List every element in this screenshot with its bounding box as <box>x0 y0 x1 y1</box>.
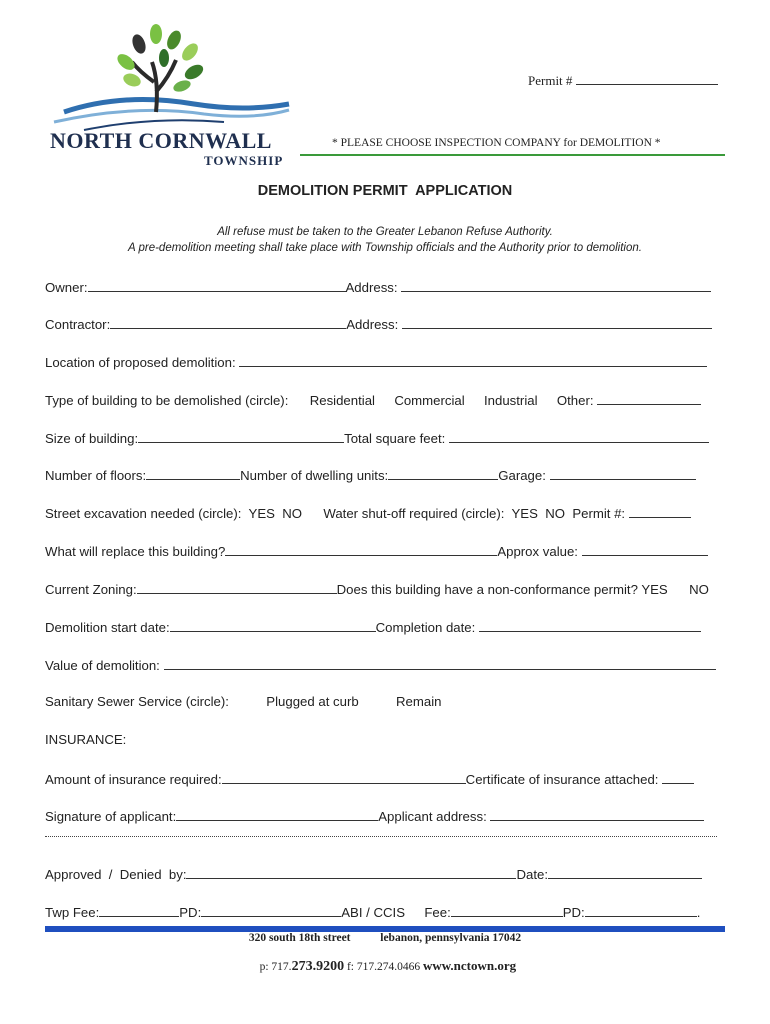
zoning-input[interactable] <box>137 581 337 594</box>
date-input[interactable] <box>548 866 702 879</box>
sewer-plugged-option[interactable]: Plugged at curb <box>266 694 359 709</box>
start-date-row <box>45 619 701 635</box>
building-type-label: Type of building to be demolished (circle): <box>45 393 289 408</box>
abi-ccis-label: ABI / CCIS <box>341 905 405 920</box>
footer-street: 320 south 18th street <box>248 932 351 944</box>
location-input[interactable] <box>239 354 707 367</box>
start-date-label: Demolition start date: <box>45 620 170 635</box>
floors-row <box>45 467 696 483</box>
footer-phone-main: 273.9200 <box>291 959 345 974</box>
contractor-label: Contractor: <box>45 317 111 332</box>
footer-city: lebanon, pennsylvania 17042 <box>380 932 522 944</box>
size-input[interactable] <box>138 430 344 443</box>
footer-website-link[interactable]: www.nctown.org <box>422 958 517 973</box>
twp-fee-label: Twp Fee: <box>45 905 100 920</box>
tree-logo-icon <box>44 22 294 142</box>
permit-number-field[interactable] <box>528 72 718 89</box>
garage-label: Garage: <box>498 468 550 483</box>
zoning-label: Current Zoning: <box>45 582 137 597</box>
pd1-label: PD: <box>179 905 202 920</box>
date-label: Date: <box>516 867 549 882</box>
size-row <box>45 430 709 446</box>
replace-input[interactable] <box>225 543 497 556</box>
end-period: . <box>696 905 701 920</box>
contractor-address-label: Address: <box>346 317 402 332</box>
applicant-address-label: Applicant address: <box>378 809 491 824</box>
org-name: NORTH CORNWALL <box>50 128 272 153</box>
value-demolition-input[interactable] <box>164 657 716 670</box>
insurance-amount-input[interactable] <box>222 771 466 784</box>
insurance-heading <box>45 732 126 747</box>
intro-line-1: All refuse must be taken to the Greater Lebanon Refuse Authority. <box>217 226 553 238</box>
township-logo <box>44 22 294 172</box>
approved-label: Approved / Denied by: <box>45 867 187 882</box>
permit-number-label: Permit # <box>528 73 573 88</box>
header-rule <box>300 154 725 156</box>
completion-date-label: Completion date: <box>375 620 479 635</box>
certificate-input[interactable] <box>662 771 694 784</box>
signature-label: Signature of applicant: <box>45 809 177 824</box>
org-subtitle: TOWNSHIP <box>204 153 284 168</box>
sewer-remain-option[interactable]: Remain <box>396 694 442 709</box>
owner-input[interactable] <box>88 279 346 292</box>
dotted-separator <box>45 836 717 837</box>
type-industrial-option[interactable]: Industrial <box>484 393 538 408</box>
garage-input[interactable] <box>550 467 696 480</box>
signature-row <box>45 808 704 824</box>
completion-date-input[interactable] <box>479 619 701 632</box>
approved-row <box>45 866 702 882</box>
approved-input[interactable] <box>186 866 516 879</box>
page-title: DEMOLITION PERMIT APPLICATION <box>257 183 513 199</box>
owner-label: Owner: <box>45 280 88 295</box>
type-commercial-option[interactable]: Commercial <box>394 393 465 408</box>
fee-label: Fee: <box>424 905 451 920</box>
type-other-input[interactable] <box>597 392 701 405</box>
pd1-input[interactable] <box>201 904 341 917</box>
certificate-label: Certificate of insurance attached: <box>465 772 663 787</box>
fees-row <box>45 904 700 920</box>
pd2-input[interactable] <box>585 904 697 917</box>
floors-label: Number of floors: <box>45 468 147 483</box>
contractor-address-input[interactable] <box>402 316 712 329</box>
dwelling-units-input[interactable] <box>388 467 498 480</box>
fee-input[interactable] <box>451 904 563 917</box>
twp-fee-input[interactable] <box>99 904 179 917</box>
total-sqft-label: Total square feet: <box>344 431 449 446</box>
footer-phone-prefix: p: 717. <box>259 961 292 973</box>
value-demolition-label: Value of demolition: <box>45 658 164 673</box>
insurance-amount-label: Amount of insurance required: <box>45 772 222 787</box>
location-label: Location of proposed demolition: <box>45 355 240 370</box>
approx-value-input[interactable] <box>582 543 708 556</box>
type-other-label: Other: <box>556 393 598 408</box>
building-type-row <box>45 392 701 408</box>
contractor-row <box>45 316 712 332</box>
zoning-row <box>45 581 709 597</box>
type-residential-option[interactable]: Residential <box>309 393 375 408</box>
excavation-row <box>45 505 691 521</box>
value-row <box>45 657 716 673</box>
nonconformance-label[interactable]: Does this building have a non-conformance permit? YES <box>336 582 668 597</box>
excavation-label[interactable]: Street excavation needed (circle): YES NO <box>45 506 303 521</box>
footer-fax: f: 717.274.0466 <box>344 961 423 973</box>
replace-label: What will replace this building? <box>45 544 226 559</box>
footer-address-line <box>0 932 770 944</box>
owner-address-label: Address: <box>345 280 402 295</box>
location-row <box>45 354 707 370</box>
owner-address-input[interactable] <box>401 279 711 292</box>
signature-input[interactable] <box>176 808 378 821</box>
start-date-input[interactable] <box>170 619 376 632</box>
dwelling-units-label: Number of dwelling units: <box>240 468 389 483</box>
contractor-input[interactable] <box>110 316 346 329</box>
total-sqft-input[interactable] <box>449 430 709 443</box>
water-permit-input[interactable] <box>629 505 691 518</box>
insurance-amount-row <box>45 771 694 787</box>
intro-line-2: A pre-demolition meeting shall take place with Township officials and the Authority prior to demolition. <box>128 242 642 254</box>
sewer-row <box>45 694 441 709</box>
applicant-address-input[interactable] <box>490 808 704 821</box>
nonconformance-no-option[interactable]: NO <box>689 582 709 597</box>
pd2-label: PD: <box>562 905 585 920</box>
insurance-label: INSURANCE: <box>45 732 127 747</box>
inspection-notice: * PLEASE CHOOSE INSPECTION COMPANY for DEMOLITION * <box>332 137 661 149</box>
footer-contact-line <box>0 946 770 975</box>
approx-value-label: Approx value: <box>497 544 582 559</box>
size-label: Size of building: <box>45 431 139 446</box>
replace-row <box>45 543 708 559</box>
owner-row <box>45 279 711 295</box>
sewer-label: Sanitary Sewer Service (circle): <box>45 694 229 709</box>
water-shutoff-label[interactable]: Water shut-off required (circle): YES NO Permit #: <box>323 506 629 521</box>
floors-input[interactable] <box>146 467 240 480</box>
